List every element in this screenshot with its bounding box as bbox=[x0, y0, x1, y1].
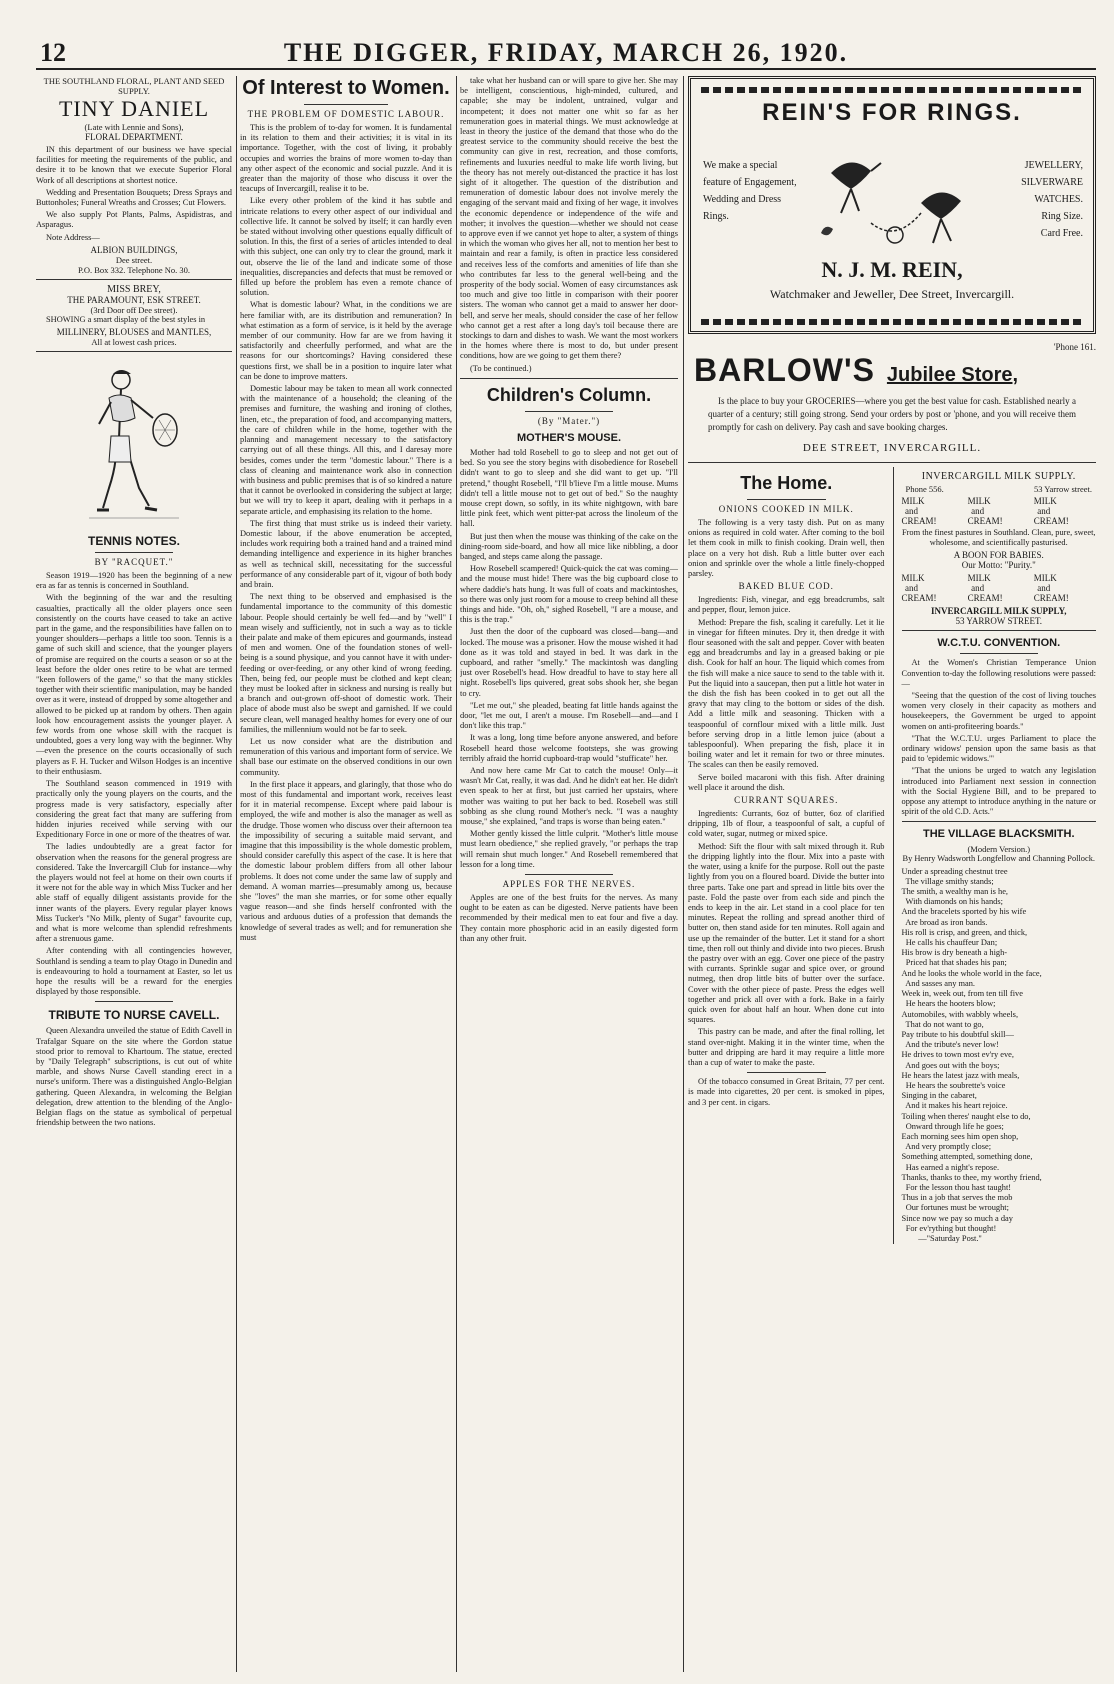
poem-line: He hears the soubrette's voice bbox=[901, 1080, 1006, 1090]
poem-line: Something attempted, something done, bbox=[901, 1152, 1033, 1162]
right-subcolumn bbox=[902, 467, 1097, 1244]
rein-rings-ad bbox=[688, 76, 1096, 334]
ad-line: JEWELLERY, bbox=[1024, 160, 1083, 171]
recipe-title: BAKED BLUE COD. bbox=[738, 581, 834, 592]
ad-trade: Watchmaker and Jeweller, Dee Street, Invercargill. bbox=[769, 287, 1015, 301]
poem-line: And it makes his heart rejoice. bbox=[901, 1101, 1008, 1111]
paragraph: Domestic labour may be taken to mean all work connected with the maintenance of a household; the cleaning of the premises and furniture, the washing and ironing of clothes, linen, etc., the preparation of food, and accompanying matters, the care of children while in the home, together with the planning and management necessary to the satisfactory carrying out of all these things. All this, and I daresay more besides, comes under the term "domestic labour." There is a class of cleaning and maintenance work also in connection with business and public premises that is of so kindred a nature that it cannot be overlooked in considering the subject at large; but we will try to keep it apart, dealing with it perhaps in a separate article, and emphasising its relation to the home. bbox=[240, 384, 452, 516]
paragraph: (To be continued.) bbox=[470, 363, 532, 373]
divider bbox=[960, 653, 1038, 654]
ad-address: Dee street. bbox=[115, 254, 153, 265]
poem-line: He hears the hooters blow; bbox=[901, 999, 996, 1009]
cream-word: CREAM! bbox=[901, 516, 937, 526]
and-word: and bbox=[971, 583, 985, 594]
and-word: and bbox=[904, 506, 918, 516]
poem-line: Each morning sees him open shop, bbox=[901, 1131, 1019, 1141]
ad-phone: Phone 556. bbox=[905, 484, 944, 494]
ad-name: TINY DANIEL bbox=[58, 96, 210, 121]
poem-line: That do not want to go, bbox=[901, 1019, 984, 1029]
ad-dept: FLORAL DEPARTMENT. bbox=[85, 132, 183, 142]
miss-brey-ad bbox=[36, 284, 232, 347]
divider bbox=[747, 499, 826, 500]
section-title: The Home. bbox=[740, 473, 833, 493]
paragraph: With the beginning of the war and the resulting casualties, practically all the older players once seen consistently on the courts have ceased to take an active part in the game, and the responsibilities have fallen on to younger shoulders—perhaps a little too soon. Tennis is a game of such skill and science, that the younger players of promise are required on the courts a season or so at the least before the older ones retire to be what are termed "keen followers of the game," so that the many stickles together with their scientific manipulation, may be handed over as it were, instead of dropped by some altogether and allowed to be picked up at random by others. Then again look how encouragement assists the younger player. A few words from one whose skill with the racquet is undoubted, goes a very long way with the beginner. Why—even the presence on the courts occasionally of such players as F. H. Tucker and Wilson Hodges is an incentive to their enthusiasm. bbox=[36, 593, 232, 776]
ad-line: SILVERWARE bbox=[1021, 177, 1083, 188]
paragraph: Of the tobacco consumed in Great Britain, 77 per cent. is made into cigarettes, 20 per cent. is smoked in pipes, and 3 per cent. in cigars. bbox=[688, 1077, 885, 1107]
milk-word: MILK bbox=[1033, 496, 1057, 506]
ad-text: We also supply Pot Plants, Palms, Aspidistras, and Asparagus. bbox=[36, 210, 232, 230]
chain-border bbox=[701, 319, 1083, 325]
ad-text: We make a special feature of Engagement, Wedding and Dress Rings. bbox=[703, 160, 797, 222]
poem-line: Since now we pay so much a day bbox=[901, 1213, 1013, 1223]
ad-line: Ring Size. bbox=[1041, 211, 1083, 222]
paragraph: Let us now consider what are the distribution and remuneration of this various and important form of service. We shall base our estimate on the observed conditions in our own community. bbox=[240, 736, 452, 777]
milk-cream-grid bbox=[902, 496, 1097, 526]
ad-text: From the finest pastures in Southland. Clean, pure, sweet, wholesome, and scientifically pasturised. bbox=[901, 528, 1096, 548]
paragraph: After contending with all contingencies however, Southland is sending a team to play Otago in Dunedin and is endeavouring to hold a tournament at Easter, so let us hope the results will be a reward for the energies displayed by those responsible. bbox=[36, 946, 232, 997]
recipe-title: ONIONS COOKED IN MILK. bbox=[718, 504, 854, 514]
ad-text: Note Address— bbox=[46, 232, 100, 242]
nurse-cavell-article bbox=[36, 1008, 232, 1128]
masthead bbox=[36, 28, 1096, 70]
cream-word: CREAM! bbox=[967, 516, 1003, 526]
paragraph: "That the unions be urged to watch any legislation introduced into Parliament next session in connection with the Social Hygiene Bill, and to be prepared to oppose any attempt to introduce anything in the nature or spirit of the old C.D. Acts." bbox=[901, 766, 1096, 817]
divider bbox=[36, 351, 232, 352]
paragraph: The first thing that must strike us is indeed their variety. Domestic labour, if the above enumeration be accepted, includes work requiring both a trained hand and a trained mind demanding intelligence and experience in its higher branches as well as technical skill, necessitating for the successful performance of any considerable part of it, vigour of both body and brain. bbox=[240, 518, 452, 589]
and-word: and bbox=[1037, 583, 1051, 594]
ad-motto: Our Motto: "Purity." bbox=[961, 560, 1036, 571]
poem-line: And sasses any man. bbox=[901, 978, 976, 988]
paragraph: At the Women's Christian Temperance Union Convention to-day the following resolutions were passed:— bbox=[901, 658, 1096, 688]
paragraph: The following is a very tasty dish. Put on as many onions as required in cold water. After coming to the boil let them cook in milk to finish cooking. Drain well, then place on a very hot dish. Rub a little butter over each onion and sprinkle over the whole a little finely-chopped parsley. bbox=[688, 518, 885, 579]
column-rule bbox=[236, 76, 237, 1672]
article-subtitle: THE PROBLEM OF DOMESTIC LABOUR. bbox=[247, 109, 445, 119]
and-word: and bbox=[904, 583, 918, 594]
milk-word: MILK bbox=[1033, 573, 1057, 584]
ad-address: 53 YARROW STREET. bbox=[955, 616, 1043, 627]
paragraph: Like every other problem of the kind it has subtle and intricate relations to every other aspect of our individual and collective life. It cannot be solved by itself; it can hardly even be stated without involving other questions equally difficult of solution. In this, the first of a series of articles intended to deal with this subject, one can only try to clear the ground, mark it out, observe the lie of the land and indicate some of those inequalities, discrepancies and defects that must be removed or filled up before the problem has even a remote chance of solution. bbox=[240, 196, 452, 298]
divider bbox=[95, 1001, 173, 1002]
poem-line: And the tribute's never low! bbox=[901, 1040, 999, 1050]
tiny-daniel-ad bbox=[36, 76, 232, 275]
poem-title: THE VILLAGE BLACKSMITH. bbox=[922, 828, 1075, 841]
tennis-player-illustration bbox=[79, 358, 189, 528]
paragraph: Mother had told Rosebell to go to sleep and not get out of bed. So you see the story begins with disobedience for Rosebell didn't want to go to sleep and she did want to get up. "I'll pretend," thought Rosebell, "I'll b'lieve I'm a little mouse. Mums didn't tell a little mouse not to get out of bed." So the naughty mouse crept down, so softly, in its white nightgown, with bare little pink feet, which went pitter-pat across the linoleum of the hall. bbox=[460, 447, 678, 529]
poem-byline: By Henry Wadsworth Longfellow and Channing Pollock. bbox=[902, 854, 1095, 864]
and-word: and bbox=[1037, 506, 1051, 516]
paragraph: The next thing to be observed and emphasised is the fundamental importance to the community of this domestic labour. People should certainly be well fed—and by "well" I mean wisely and sufficiently, not in such a way as to tickle their palate and make of them epicures and gourmands, instead of men and women. One of the foundation stones of well-being is a sound physique, and you cannot have it with under-feeding or over-feeding, or any other kind of wrong feeding. Then, being fed, our people must be clothed and kept clean; they must be looked after in sickness and nursing is really but a branch and out-grown off-shoot of domestic work. Their place of abode must also be swept and garnished. If we could secure clean, well managed healthy homes for every one of our families, the millennium would not be far to seek. bbox=[240, 592, 452, 734]
paragraph: Queen Alexandra unveiled the statue of Edith Cavell in Trafalgar Square on the site where the Gordon statue stood prior to removal to Khartoum. The statue, erected by "Daily Telegraph" subscriptions, is cut out of white marble, and shows Nurse Cavell standing erect in a nurse's uniform. There was a distinguished Anglo-Belgian gathering. Queen Alexandra, in welcoming the Belgian delegation, drew attention to the blending of the Anglo-Belgian flags on the statue as symbolical of perpetual friendship between the two nations. bbox=[36, 1026, 232, 1128]
poem-line: Pay tribute to his doubtful skill— bbox=[901, 1029, 1014, 1039]
milk-word: MILK bbox=[967, 573, 991, 584]
recipe-title: CURRANT SQUARES. bbox=[734, 795, 839, 806]
poem-line: Our fortunes must be wrought; bbox=[901, 1203, 1009, 1213]
paragraph: This is the problem of to-day for women. It is fundamental in its relation to them and their activities; it is vital in its importance. Together, with the cost of living, it probably occupies and worries the brains of more women to-day than any other aspect of the economic and social puzzle. And it is greater than the majority of those who discuss it over the teacups of Invercargill, realise it to be. bbox=[240, 123, 452, 194]
paragraph: And now here came Mr Cat to catch the mouse! Only—it wasn't Mr Cat, really, it was dad. And he didn't eat her. He didn't even speak to her at first, but just carried her upstairs, where mother was waiting to put her back to bed. Rosebell was still sobbing as she clung round Mother's neck. "I was a naughty mouse," she explained, "and traps is worse than being eaten." bbox=[460, 765, 678, 826]
column-rule bbox=[893, 467, 894, 1244]
poem-line: Thus in a job that serves the mob bbox=[901, 1193, 1013, 1203]
paragraph: What is domestic labour? What, in the conditions we are here familiar with, are its distribution and remuneration? In what estimation as a form of service, is it held by the average member of our community. How far are we from having it satisfactorily and cheerfully performed, and what are the reasons for our shortcomings? Having considered these questions first, we shall be in a position to inquire later what can be done to improve matters. bbox=[240, 300, 452, 381]
poem-line: He drives to town most ev'ry eve, bbox=[901, 1050, 1014, 1060]
swallows-illustration bbox=[811, 143, 981, 253]
paragraph: In the first place it appears, and glaringly, that those who do most of this fundamental and important work, receives least for it in material recompense. Except where paid labour is employed, the wife and mother is also the manager as well as the drudge. Those women who discuss over their afternoon tea the impossibility of securing a suitable maid servant, and imagine that this impossibility is the whole domestic problem, should consider carefully this aspect of the case. It is here that the domestic labour problem differs from all other labour problems. It does not come under the same law of supply and demand. A woman marries—presumably among us, because she "loves" the man she marries, or for some other equally vague reason—and she finds herself confronted with the various and arduous duties of a profession that demands the knowledge of several trades as well; and for remuneration she must bbox=[240, 779, 452, 942]
column-4 bbox=[688, 76, 1096, 1672]
ad-address: 53 Yarrow street. bbox=[1033, 484, 1093, 494]
ad-text: SHOWING a smart display of the best styles in bbox=[46, 314, 206, 324]
poem-line: And he looks the whole world in the face, bbox=[901, 968, 1042, 978]
ad-sub: (Late with Lennie and Sons), bbox=[84, 122, 184, 132]
the-home-section bbox=[688, 467, 885, 1244]
poem-line: Are broad as iron bands. bbox=[901, 917, 988, 927]
ad-text: All at lowest cash prices. bbox=[91, 337, 177, 348]
ad-address: ALBION BUILDINGS, bbox=[90, 244, 178, 255]
poem-line: His roll is crisp, and green, and thick, bbox=[901, 927, 1028, 937]
and-word: and bbox=[971, 506, 985, 516]
poem-line: With diamonds on his hands; bbox=[901, 897, 1003, 907]
poem-line: For ev'rything but thought! bbox=[901, 1223, 997, 1233]
column-1 bbox=[36, 76, 232, 1672]
ad-phone: 'Phone 161. bbox=[1053, 342, 1096, 352]
paragraph: Mother gently kissed the little culprit. "Mother's little mouse must learn obedience," she replied gravely, "or perhaps the trap will remain shut much longer." And Rosebell remembered that lesson for a long time. bbox=[460, 829, 678, 869]
ad-address: DEE STREET, INVERCARGILL. bbox=[802, 442, 982, 454]
divider bbox=[902, 821, 1097, 822]
ad-heading: THE SOUTHLAND FLORAL, PLANT AND SEED SUPPLY. bbox=[43, 76, 225, 96]
milk-word: MILK bbox=[901, 573, 925, 584]
poem-line: Onward through life he goes; bbox=[901, 1121, 1004, 1131]
poem-line: Has earned a night's repose. bbox=[901, 1162, 1000, 1172]
milk-word: MILK bbox=[901, 496, 925, 506]
poem-line: The village smithy stands; bbox=[901, 876, 994, 886]
page-number: 12 bbox=[40, 38, 66, 67]
ad-line: A BOON FOR BABIES. bbox=[953, 550, 1044, 561]
paragraph: Method: Prepare the fish, scaling it carefully. Let it lie in vinegar for fifteen minutes. Dry it, then dredge it with flour seasoned with the salt and pepper. Cover with beaten egg and breadcrumbs and lay in a greased baking or pie dish. Cook for half an hour. The liquid which comes from the fish will make a nice sauce to send to the table with it. Put the liquid into a saucepan, then put a little hot water in the dish the fish has been cooked in to get out all the gravy that may cling to the bottom or sides of the dish. Add a little milk and seasoning. Thicken with a teaspoonful of cornflour mixed with a little milk. Just before serving drop in a little lemon juice (about a tablespoonful). When preparing the fish, place it in boiling water and let it remain for two or three minutes. The scales can then be easily removed. bbox=[688, 617, 885, 770]
divider bbox=[460, 378, 678, 379]
poem-line: And goes out with the boys; bbox=[901, 1060, 1000, 1070]
divider bbox=[747, 1072, 826, 1073]
ad-text: Wedding and Presentation Bouquets; Dress Sprays and Buttonholes; Funeral Wreaths and Crosses; Cut Flowers. bbox=[36, 187, 232, 208]
ad-line: Card Free. bbox=[1040, 228, 1083, 239]
section-title: Children's Column. bbox=[486, 384, 652, 405]
paragraph: Method: Sift the flour with salt mixed through it. Rub the dripping lightly into the flour. Mix into a paste with the water, using a knife for the purpose. Roll out the paste lightly from you on a floured board. Divide the butter into three parts. Take one part and spread in little bits over the paste. Fold the paste over from each side and pinch the ends to keep in the air. Let stand in a cool place for ten minutes. Repeat the rolling and spread another third of butter on, then stand aside for ten minutes. Roll again and use up the remainder of the butter. Let it stand for a short time, then roll out thinly and divide into two pieces. Brush the pastry over with an egg. Cover one piece of the pastry with currants. Sprinkle sugar and spice over, or ground nutmeg, then drop little bits of butter over the surface. Cover with the other piece of paste. Press the edges well together and prick all over with a fork. Bake in a fairly quick oven for about half an hour. When done cut into squares. bbox=[688, 841, 885, 1025]
article-body bbox=[240, 123, 452, 943]
tennis-notes bbox=[36, 534, 232, 997]
cream-word: CREAM! bbox=[1033, 516, 1069, 526]
poem-body bbox=[902, 867, 1097, 1245]
ad-right-text bbox=[993, 157, 1083, 242]
paragraph: The ladies undoubtedly are a great factor for observation when the reasons for the general progress are considered. Take the Invercargill Club for instance—why the players would not feel at home on their own courts if it were not for the able way in which Miss Tucker and her able staff of equally diligent assistants provide for the inner wants of the players. Every regular player knows Miss Tucker's "No Milk, plenty of Sugar" favourite cup, and what is more welcome than splendid refreshments after a strenuous game. bbox=[36, 842, 232, 944]
paragraph: Season 1919—1920 has been the beginning of a new era as far as tennis is concerned in Southland. bbox=[36, 571, 232, 591]
ad-name: N. J. M. REIN, bbox=[821, 257, 963, 282]
story-body bbox=[460, 448, 678, 870]
paragraph: take what her husband can or will spare to give her. She may be intelligent, conscientious, high-minded, cultured, and capable; she may be indolent, untrained, vulgar and incompetent; it does not matter one whit so far as her remuneration goes in material things. We must acknowledge at least in theory the justice of the demand that those who do the greatest service to the community should receive the best the community can give in rest, recreation, and those comforts, refinements and luxuries needful to make life worth living, but the theory has not merely out-distanced the practice it has lost sight of it altogether. The question of the distribution and remuneration of domestic labour does not involve merely the engaging of the servant maid and fixing of her wage, it involves the economic dependence or independence of the wife and mother; it involves the question—whether we should not cease to approve even if we cannot yet hope to alter, a system of things in which the woman who gives her all, not to mention her best to maintain and rear a family, is often in practice less considered and receives less of the comforts and amenities of life than she who contributes far less to the general well-being and the prosperity of the body social. Women of easy circumstances ask too much and give too little in comparison with their poorer sisters. The woman who cannot get a maid to answer her door-bell, and serve her meals, should consider the case of her fellow who cannot get a rest after a long day's toil because there are stockings to darn and dishes to wash. We want the most workers in the homes where there is most to do, but under present conditions, how are we going to get them there? bbox=[460, 76, 678, 361]
divider bbox=[95, 552, 173, 553]
poem-line: And the bracelets sported by his wife bbox=[901, 907, 1027, 917]
poem-line: For the lesson thou hast taught! bbox=[901, 1182, 1012, 1192]
article-title: APPLES FOR THE NERVES. bbox=[502, 879, 636, 890]
paragraph: "Seeing that the question of the cost of living touches women very closely in their capacity as mothers and housekeepers, the Government be urged to appoint women on anti-profiteering boards." bbox=[901, 691, 1096, 731]
paragraph: Ingredients: Fish, vinegar, and egg breadcrumbs, salt and pepper, flour, lemon juice. bbox=[688, 595, 885, 615]
divider bbox=[902, 630, 1097, 631]
barlow-ad bbox=[688, 342, 1096, 454]
ad-address: THE PARAMOUNT, ESK STREET. bbox=[67, 294, 201, 305]
poem-line: Week in, week out, from ten till five bbox=[901, 989, 1023, 999]
chain-border bbox=[701, 87, 1083, 93]
paragraph: "That the W.C.T.U. urges Parliament to place the ordinary widows' pension upon the same basis as that paid to 'epidemic widows.'" bbox=[901, 733, 1096, 764]
poem-line: The smith, a wealthy man is he, bbox=[901, 887, 1009, 897]
ad-store: Jubilee Store, bbox=[886, 364, 1019, 386]
poem-line: Under a spreading chestnut tree bbox=[901, 866, 1008, 876]
article-title: TENNIS NOTES. bbox=[87, 534, 180, 549]
paragraph: This pastry can be made, and after the final rolling, let stand over-night. Making it in the winter time, when the butter and dripping are hard it may require a little more than a cup of water to make the paste. bbox=[688, 1027, 885, 1067]
ad-contact: P.O. Box 332. Telephone No. 30. bbox=[77, 264, 191, 275]
milk-supply-ad bbox=[902, 471, 1097, 626]
divider bbox=[36, 279, 232, 280]
cream-word: CREAM! bbox=[901, 593, 937, 604]
ad-text: Is the place to buy your GROCERIES—where you get the best value for cash. Established nearly a quarter of a century; still going strong. Send your orders by post or 'phone, and you will receive them promptly for cash on delivery. Pay cash and save booking charges. bbox=[708, 396, 1076, 432]
divider bbox=[304, 104, 389, 105]
paragraph: Serve boiled macaroni with this fish. After draining well place it around the dish. bbox=[688, 772, 885, 792]
poem-line: Singing in the cabaret, bbox=[901, 1091, 977, 1101]
poem-line: Automobiles, with wabbly wheels, bbox=[901, 1009, 1019, 1019]
column-rule bbox=[683, 76, 684, 1672]
byline: BY "RACQUET." bbox=[94, 557, 174, 568]
article-title: W.C.T.U. CONVENTION. bbox=[937, 637, 1061, 650]
story-title: MOTHER'S MOUSE. bbox=[516, 431, 622, 444]
milk-cream-grid bbox=[902, 573, 1097, 603]
section-title: Of Interest to Women. bbox=[242, 77, 450, 99]
ad-name: INVERCARGILL MILK SUPPLY, bbox=[930, 606, 1067, 617]
paragraph: Ingredients: Currants, 6oz of butter, 6oz of clarified dripping, 1lb of flour, a teaspoonful of salt, a cupful of cold water, sugar, nutmeg or mixed spice. bbox=[688, 809, 885, 839]
divider bbox=[525, 874, 612, 875]
ad-name: INVERCARGILL MILK SUPPLY. bbox=[921, 471, 1076, 482]
paragraph: Apples are one of the best fruits for the nerves. As many ought to be eaten as can be digested. Nerve patients have been recommended by their medical men to eat four and five a day. They contain more phosphoric acid in an easily digested form than any other fruit. bbox=[460, 893, 678, 943]
paragraph: It was a long, long time before anyone answered, and before Rosebell heard those welcome footsteps, she was growing terribly afraid the horrid cupboard-trap would "stufficate" her. bbox=[460, 733, 678, 763]
paragraph: But just then when the mouse was thinking of the cake on the dining-room side-board, and how all mice like nibbling, a door banged, and steps came along the passage. bbox=[460, 531, 678, 561]
poem-line: Priced hat that shades his pan; bbox=[901, 958, 1007, 968]
village-blacksmith-poem bbox=[902, 828, 1097, 1244]
article-body bbox=[460, 76, 678, 374]
poem-line: Toiling when theres' naught else to do, bbox=[901, 1111, 1031, 1121]
article-title: TRIBUTE TO NURSE CAVELL. bbox=[48, 1008, 220, 1023]
paragraph: The Southland season commenced in 1919 with practically only the young players on the courts, and the progress made is very satisfactory, especially after considering the great fact that many are suffering from hidden injuries received while serving with our Expeditionary Force in one or more of the theatres of war. bbox=[36, 779, 232, 840]
column-rule bbox=[456, 76, 457, 1672]
ad-name: BARLOW'S bbox=[694, 352, 875, 388]
paragraph: How Rosebell scampered! Quick-quick the cat was coming—and the mouse must hide! There was the big cupboard close to where daddie's hats hung. It was full of coats and mackintoshes, so there was only just room for a mouse to creep behind all these things and hide. "Oh, oh," sighed Rosebell, "I are a mouse, and this is the trap." bbox=[460, 564, 678, 625]
page-title: THE DIGGER, FRIDAY, MARCH 26, 1920. bbox=[283, 38, 849, 67]
column-3 bbox=[460, 76, 678, 1672]
byline: (By "Mater.") bbox=[537, 415, 601, 426]
column-2 bbox=[240, 76, 452, 1672]
poem-line: His brow is dry beneath a high- bbox=[901, 948, 1008, 958]
ad-title: REIN'S FOR RINGS. bbox=[762, 99, 1022, 126]
cream-word: CREAM! bbox=[1033, 593, 1069, 604]
ad-text: IN this department of our business we have special facilities for meeting the requirements of the public, and desire it to be known that we execute Superior Floral Work of all descriptions at shortest notice. bbox=[36, 145, 232, 185]
poem-line: He calls his chauffeur Dan; bbox=[901, 938, 998, 948]
poem-line: Thanks, thanks to thee, my worthy friend, bbox=[901, 1172, 1042, 1182]
ad-name: MISS BREY, bbox=[107, 283, 161, 295]
poem-subtitle: (Modern Version.) bbox=[967, 844, 1031, 855]
ad-items: MILLINERY, BLOUSES and MANTLES, bbox=[56, 327, 212, 338]
ad-line: WATCHES. bbox=[1034, 194, 1083, 205]
paragraph: "Let me out," she pleaded, beating fat little hands against the door, "let me out, I aren't a mouse. I'm Rosebell—and—and I don't like this trap." bbox=[460, 700, 678, 731]
paragraph: Just then the door of the cupboard was closed—bang—and locked. The mouse was a prisoner. How the mouse wished it had done as it was told and stayed in bed. It was dark in the cupboard, and rather "smelly." The mackintosh was dangling just over Rosebell's head. How dreadful to have to stay here all night. Rosebell's lips quivered, great sobs shook her, she began to cry. bbox=[460, 627, 678, 698]
divider bbox=[688, 462, 1096, 463]
cream-word: CREAM! bbox=[967, 593, 1003, 604]
milk-word: MILK bbox=[967, 496, 991, 506]
poem-line: —"Saturday Post." bbox=[901, 1233, 982, 1243]
divider bbox=[525, 411, 612, 412]
poem-line: He hears the latest jazz with meals, bbox=[901, 1070, 1020, 1080]
poem-line: And very promptly close; bbox=[901, 1142, 992, 1152]
wctu-article bbox=[902, 637, 1097, 817]
ad-address: (3rd Door off Dee street). bbox=[90, 304, 178, 315]
